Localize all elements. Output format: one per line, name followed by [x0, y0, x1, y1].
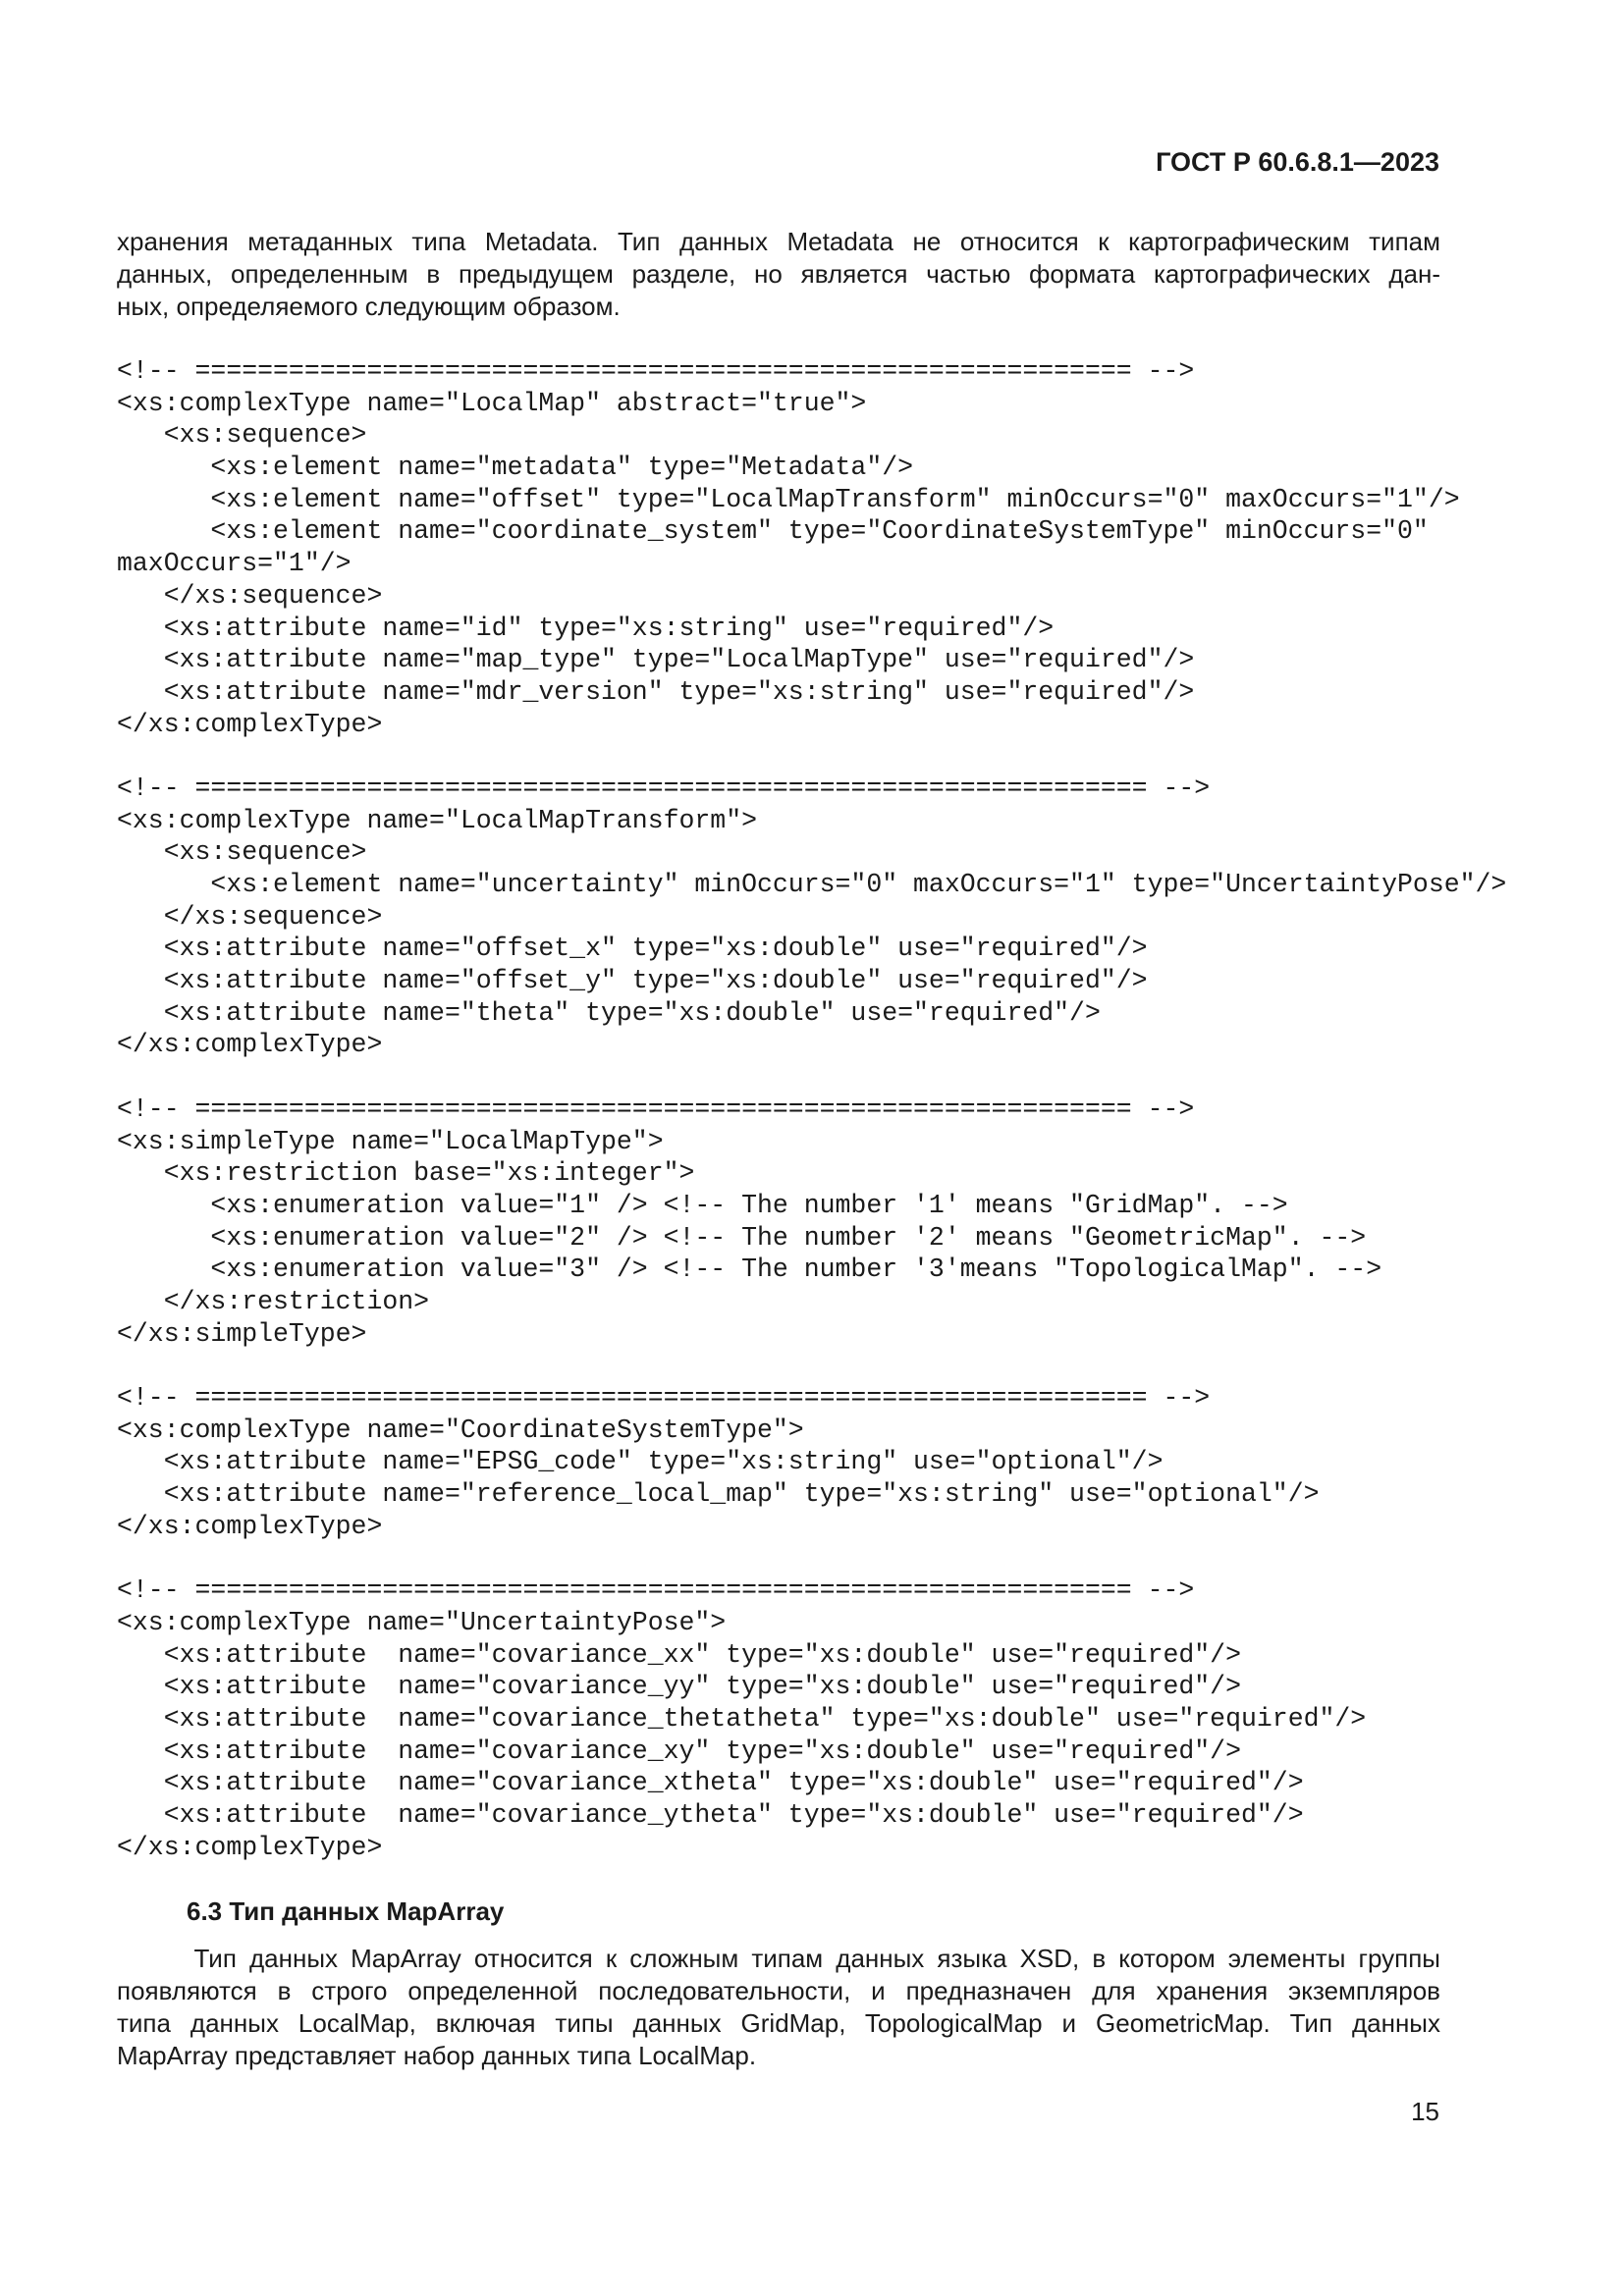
- code-line: <xs:element name="metadata" type="Metadata"/>: [117, 453, 914, 483]
- code-line: <xs:attribute name="map_type" type="LocalMapType" use="required"/>: [117, 645, 1195, 675]
- code-line: </xs:simpleType>: [117, 1318, 367, 1349]
- code-line: <xs:element name="coordinate_system" type="CoordinateSystemType" minOccurs="0": [117, 516, 1429, 547]
- code-line: <xs:enumeration value="2" /> <!-- The number '2' means "GeometricMap". -->: [117, 1222, 1367, 1253]
- code-line: </xs:restriction>: [117, 1286, 430, 1316]
- code-line: <xs:sequence>: [117, 420, 367, 451]
- code-line: [117, 1350, 1506, 1382]
- code-line: <xs:complexType name="CoordinateSystemType">: [117, 1415, 804, 1445]
- document-standard-id: ГОСТ Р 60.6.8.1—2023: [1156, 147, 1439, 177]
- code-line: <xs:attribute name="covariance_ytheta" type="xs:double" use="required"/>: [117, 1799, 1304, 1830]
- page-number: 15: [1411, 2097, 1439, 2126]
- code-line: <!-- ============================================================ -->: [117, 1094, 1195, 1124]
- code-line: <xs:attribute name="EPSG_code" type="xs:string" use="optional"/>: [117, 1447, 1164, 1477]
- code-line: <xs:attribute name="covariance_xtheta" type="xs:double" use="required"/>: [117, 1768, 1304, 1798]
- intro-line: данных, определенным в предыдущем разделе, но является частью формата картографических дан-: [117, 259, 1440, 289]
- code-line: </xs:complexType>: [117, 1832, 383, 1862]
- section-line: MapArray представляет набор данных типа LocalMap.: [117, 2041, 757, 2070]
- code-line: <xs:attribute name="id" type="xs:string" use="required"/>: [117, 613, 1055, 643]
- code-line: </xs:sequence>: [117, 580, 383, 611]
- intro-line: хранения метаданных типа Metadata. Тип данных Metadata не относится к картографическим типам: [117, 227, 1440, 256]
- code-line: <xs:attribute name="covariance_xy" type="xs:double" use="required"/>: [117, 1735, 1241, 1766]
- code-line: <xs:attribute name="offset_x" type="xs:double" use="required"/>: [117, 934, 1148, 964]
- code-line: </xs:complexType>: [117, 1030, 383, 1060]
- code-line: <xs:complexType name="LocalMapTransform">: [117, 805, 758, 835]
- code-line: <!-- ============================================================ -->: [117, 1575, 1195, 1606]
- code-line: <xs:enumeration value="1" /> <!-- The number '1' means "GridMap". -->: [117, 1190, 1288, 1220]
- intro-line: ных, определяемого следующим образом.: [117, 292, 621, 321]
- xsd-code-listing: [117, 355, 1506, 1863]
- code-line: <xs:attribute name="mdr_version" type="xs:string" use="required"/>: [117, 676, 1195, 707]
- code-line: <xs:complexType name="UncertaintyPose">: [117, 1607, 727, 1637]
- code-line: [117, 1542, 1506, 1575]
- section-line: типа данных LocalMap, включая типы данных GridMap, TopologicalMap и GeometricMap. Тип данных: [117, 2008, 1440, 2038]
- code-line: <xs:complexType name="LocalMap" abstract="true">: [117, 388, 867, 418]
- code-line: <xs:attribute name="covariance_yy" type="xs:double" use="required"/>: [117, 1672, 1241, 1702]
- code-line: <xs:restriction base="xs:integer">: [117, 1158, 695, 1189]
- code-line: [117, 1061, 1506, 1094]
- code-line: <xs:attribute name="reference_local_map" type="xs:string" use="optional"/>: [117, 1479, 1320, 1510]
- section-paragraph: [117, 1943, 1440, 2072]
- code-line: <xs:attribute name="theta" type="xs:double" use="required"/>: [117, 997, 1101, 1028]
- code-line: <xs:element name="offset" type="LocalMapTransform" minOccurs="0" maxOccurs="1"/>: [117, 484, 1460, 514]
- section-heading: 6.3 Тип данных MapArray: [187, 1896, 505, 1926]
- code-line: <!-- ============================================================ -->: [117, 356, 1195, 386]
- code-line: <!-- ============================================================= -->: [117, 1383, 1211, 1413]
- intro-paragraph: [117, 226, 1440, 323]
- code-line: <xs:sequence>: [117, 837, 367, 868]
- code-line: <!-- ============================================================= -->: [117, 773, 1211, 803]
- code-line: </xs:complexType>: [117, 709, 383, 739]
- code-line: maxOccurs="1"/>: [117, 549, 352, 579]
- code-line: <xs:attribute name="covariance_xx" type="xs:double" use="required"/>: [117, 1639, 1241, 1670]
- code-line: <xs:attribute name="covariance_thetatheta" type="xs:double" use="required"/>: [117, 1703, 1367, 1734]
- code-line: </xs:sequence>: [117, 901, 383, 932]
- code-line: <xs:attribute name="offset_y" type="xs:double" use="required"/>: [117, 966, 1148, 996]
- code-line: </xs:complexType>: [117, 1511, 383, 1541]
- code-line: <xs:simpleType name="LocalMapType">: [117, 1126, 664, 1156]
- code-line: [117, 740, 1506, 773]
- code-line: <xs:element name="uncertainty" minOccurs="0" maxOccurs="1" type="UncertaintyPose"/>: [117, 870, 1507, 899]
- section-line: Тип данных MapArray относится к сложным типам данных языка XSD, в котором элементы группы: [117, 1944, 1440, 1973]
- section-line: появляются в строго определенной последовательности, и предназначен для хранения экземпляров: [117, 1976, 1440, 2005]
- code-line: <xs:enumeration value="3" /> <!-- The number '3'means "TopologicalMap". -->: [117, 1255, 1382, 1285]
